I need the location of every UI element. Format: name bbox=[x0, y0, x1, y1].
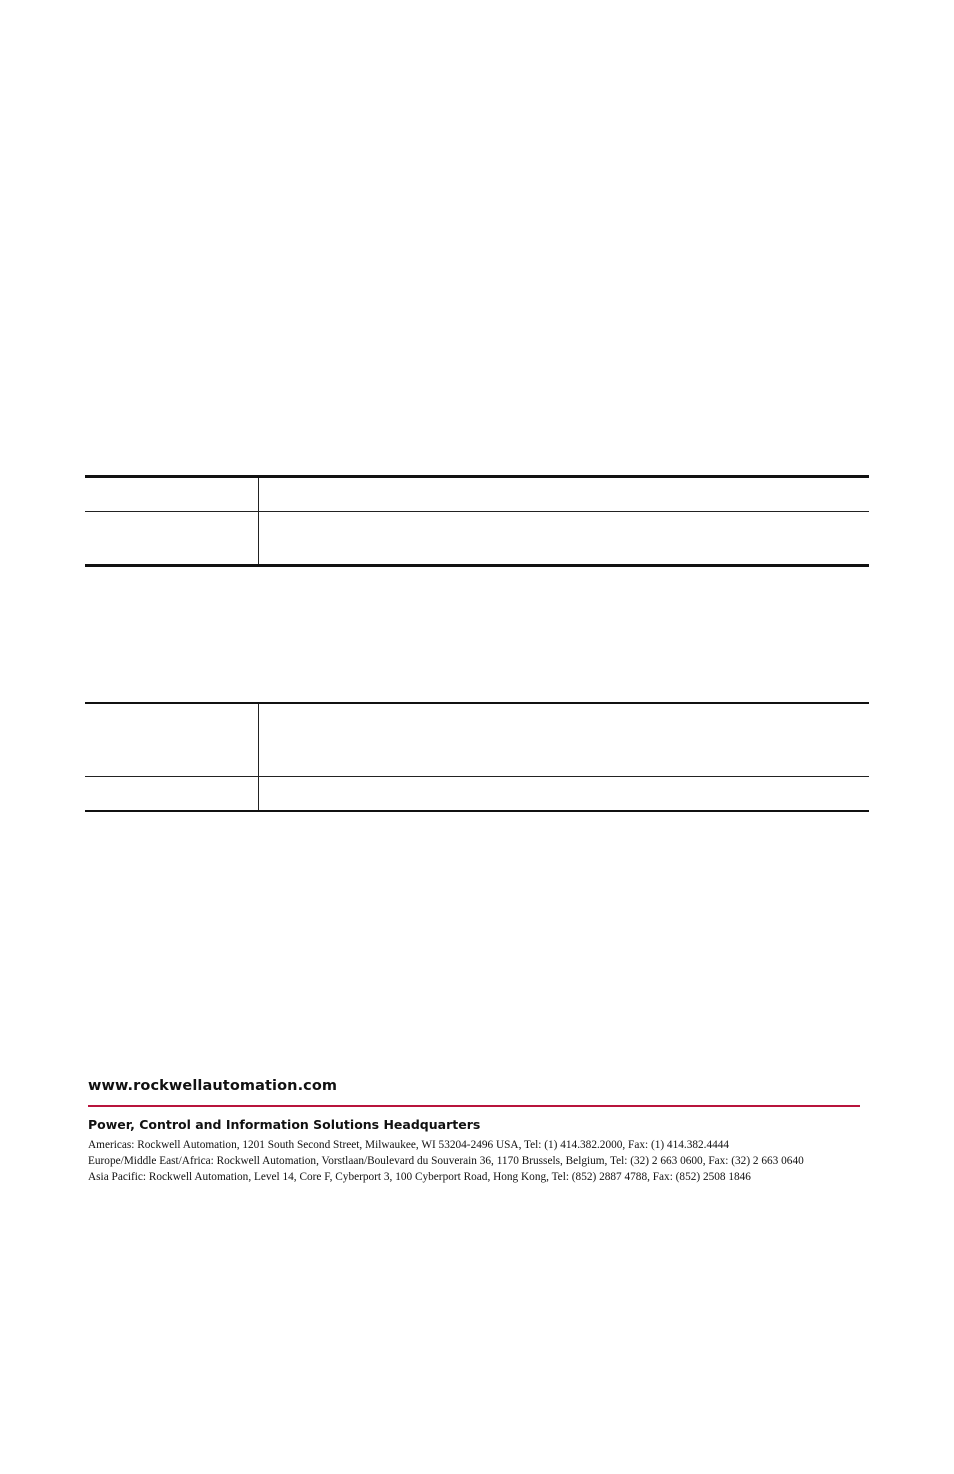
back-cover-footer bbox=[88, 1076, 868, 1185]
headquarters-title: Power, Control and Information Solutions Headquarters bbox=[88, 1117, 481, 1132]
table-cell bbox=[85, 777, 258, 812]
table-cell bbox=[258, 512, 869, 566]
address-emea: Europe/Middle East/Africa: Rockwell Automation, Vorstlaan/Boulevard du Souverain 36, 1170 Brussels, Belgium, Tel: (32) 2 663 0600, Fax: (32) 2 663 0640 bbox=[88, 1155, 804, 1167]
table-cell bbox=[85, 512, 258, 566]
blank-table-2 bbox=[85, 702, 869, 812]
table-row bbox=[85, 477, 869, 512]
accent-divider bbox=[88, 1105, 860, 1107]
address-asia-pacific: Asia Pacific: Rockwell Automation, Level 14, Core F, Cyberport 3, 100 Cyberport Road, Hong Kong, Tel: (852) 2887 4788, Fax: (852) 2508 1846 bbox=[88, 1171, 751, 1183]
table-row bbox=[85, 512, 869, 566]
blank-table-1 bbox=[85, 475, 869, 567]
website-link[interactable]: www.rockwellautomation.com bbox=[88, 1078, 338, 1094]
table-cell bbox=[85, 703, 258, 777]
table-row bbox=[85, 703, 869, 777]
address-list bbox=[88, 1137, 868, 1185]
table-cell bbox=[258, 777, 869, 812]
table-cell bbox=[258, 477, 869, 512]
table-cell bbox=[85, 477, 258, 512]
table-cell bbox=[258, 703, 869, 777]
address-americas: Americas: Rockwell Automation, 1201 South Second Street, Milwaukee, WI 53204-2496 USA, Tel: (1) 414.382.2000, Fax: (1) 414.382.4444 bbox=[88, 1139, 730, 1151]
table-row bbox=[85, 777, 869, 812]
